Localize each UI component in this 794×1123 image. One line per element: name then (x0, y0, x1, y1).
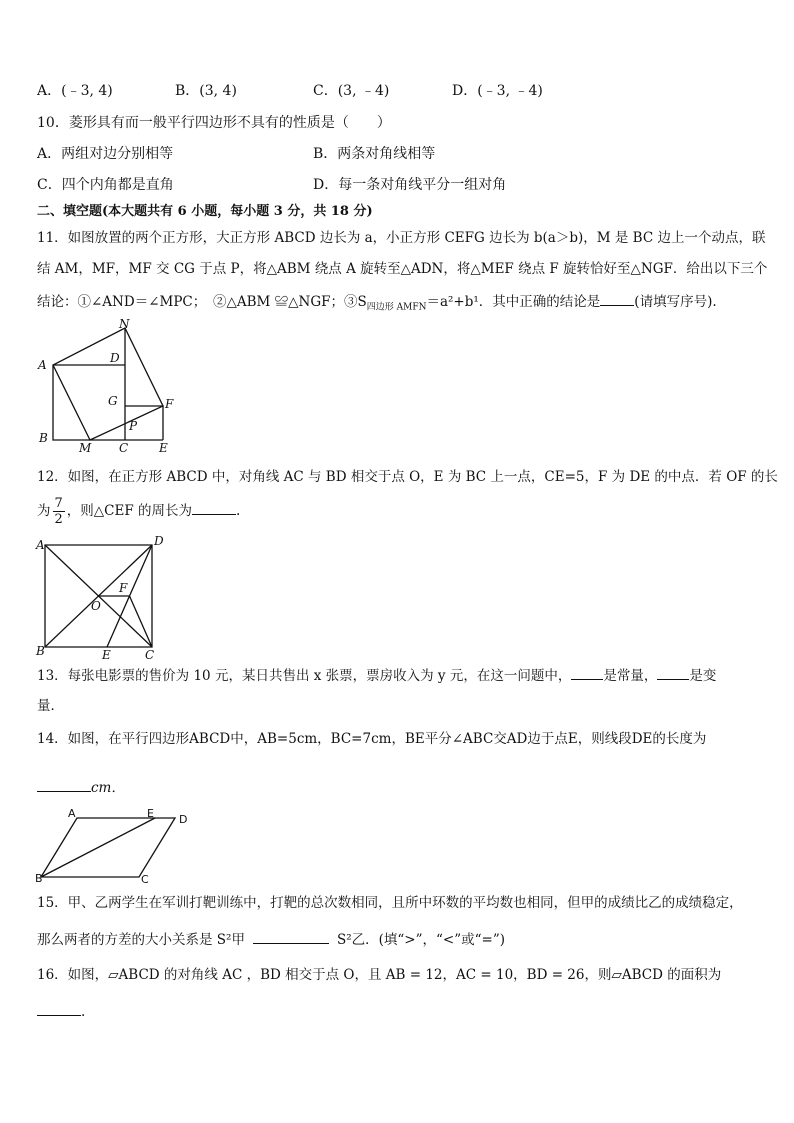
q15-line2 (37, 929, 505, 950)
fig12-label-c: C (145, 648, 155, 662)
fig12-label-d: D (154, 534, 164, 548)
fig11-label-a: A (38, 358, 47, 372)
q13-constant-label: 是常量， (603, 668, 658, 684)
q12-line1: 12．如图，在正方形 ABCD 中，对角线 AC 与 BD 相交于点 O，E 为 BC 上一点，CE=5，F 为 DE 的中点．若 OF 的长 (37, 469, 778, 485)
q12-line2 (37, 494, 240, 528)
q15-variance-a: 那么两者的方差的大小关系是 S²甲 (37, 932, 245, 948)
section-title: 二、填空题(本大题共有 6 小题，每小题 3 分，共 18 分) (37, 204, 373, 219)
q11-line1: 11．如图放置的两个正方形，大正方形 ABCD 边长为 a，小正方形 CEFG 边长为 b(a＞b)，M 是 BC 边上一个动点，联 (37, 230, 766, 246)
q9-option-d: D．(﹣3, ﹣4) (452, 83, 543, 99)
q16-answer-blank[interactable] (37, 1001, 81, 1016)
q13-stem: 13．每张电影票的售价为 10 元，某日共售出 x 张票，票房收入为 y 元，在这一问题中， (37, 668, 572, 684)
fig12-label-e: E (102, 648, 111, 662)
q12-answer-blank[interactable] (192, 500, 236, 515)
q11-area-expression: ＝a²+b¹．其中正确的结论是 (426, 294, 601, 310)
fig14-bisector-be (41, 818, 155, 877)
figure-12-square (35, 534, 165, 662)
q12-frac-numerator: 7 (54, 496, 63, 511)
q10-option-c: C．四个内角都是直角 (37, 177, 174, 193)
q11-area-subscript: 四边形 AMFN (366, 302, 427, 313)
fig12-label-a: A (36, 538, 45, 552)
fig11-label-d: D (110, 351, 120, 365)
q10-stem: 10．菱形具有而一般平行四边形不具有的性质是（ ） (37, 115, 391, 131)
q12-period: . (236, 503, 241, 519)
fig11-label-n: N (119, 317, 130, 331)
q14-line1: 14．如图，在平行四边形ABCD中，AB=5cm，BC=7cm，BE平分∠ABC交AD边于点E，则线段DE的长度为 (37, 731, 707, 747)
fig12-label-b: B (36, 644, 45, 658)
q15-variance-b: S²乙．(填“>”，“<”或“=”) (336, 932, 505, 948)
q13-line1 (37, 665, 716, 686)
q12-frac-denominator: 2 (54, 512, 63, 527)
q15-answer-blank[interactable] (253, 929, 329, 944)
fig11-label-g: G (108, 394, 118, 408)
q10-option-a: A．两组对边分别相等 (37, 146, 174, 162)
fig14-parallelogram-abcd (41, 818, 175, 877)
q11-answer-blank[interactable] (600, 291, 634, 306)
fig14-label-c: C (141, 873, 149, 886)
fig11-label-b: B (39, 431, 48, 445)
q12-question: ，则△CEF 的周长为 (66, 503, 193, 519)
fig11-label-p: P (129, 419, 138, 433)
q12-fraction (53, 496, 65, 527)
q13-blank-constant[interactable] (571, 665, 603, 680)
q16-line2 (37, 1001, 85, 1022)
q16-line1: 16．如图，▱ABCD 的对角线 AC ，BD 相交于点 O，且 AB = 12，AC = 10，BD = 26，则▱ABCD 的面积为 (37, 967, 722, 983)
q12-prefix: 为 (37, 503, 51, 519)
q11-line2: 结 AM，MF，MF 交 CG 于点 P，将△ABM 绕点 A 旋转至△ADN，将△MEF 绕点 F 旋转恰好至△NGF．给出以下三个 (37, 261, 768, 277)
q13-variable-label: 是变 (689, 668, 717, 684)
q11-conclusions: 结论：①∠AND＝∠MPC； ②△ABM ≌△NGF；③S (37, 294, 367, 310)
q15-line1: 15．甲、乙两学生在军训打靶训练中，打靶的总次数相同，且所中环数的平均数也相同，但甲的成绩比乙的成绩稳定， (37, 895, 743, 911)
fig14-label-e: E (147, 807, 154, 820)
q9-option-c: C．(3, ﹣4) (313, 83, 390, 99)
q9-option-b: B．(3, 4) (175, 83, 237, 99)
fig11-label-e: E (159, 441, 168, 455)
q13-blank-variable[interactable] (657, 665, 689, 680)
fig11-label-m: M (79, 441, 92, 455)
q13-line2: 量． (37, 698, 64, 714)
q14-line2 (37, 777, 125, 798)
fig11-quad-amfn (53, 328, 163, 440)
fig14-label-d: D (179, 813, 188, 826)
q9-option-a: A．(﹣3, 4) (37, 83, 113, 99)
figure-11-squares (35, 317, 175, 455)
fig14-label-b: B (35, 872, 43, 885)
q16-period: . (81, 1004, 86, 1020)
q11-line3 (37, 291, 717, 318)
q14-unit: cm． (91, 780, 125, 796)
q14-answer-blank[interactable] (37, 777, 91, 792)
figure-14-parallelogram (35, 806, 195, 884)
fig11-label-c: C (119, 441, 129, 455)
fig14-label-a: A (68, 807, 76, 820)
q11-instruction: (请填写序号). (634, 294, 717, 310)
fig12-label-o: O (91, 599, 101, 613)
q10-option-b: B．两条对角线相等 (313, 146, 436, 162)
fig12-label-f: F (119, 581, 128, 595)
fig11-label-f: F (165, 397, 174, 411)
fig12-segment-fc (130, 596, 153, 647)
q10-option-d: D．每一条对角线平分一组对角 (313, 177, 507, 193)
